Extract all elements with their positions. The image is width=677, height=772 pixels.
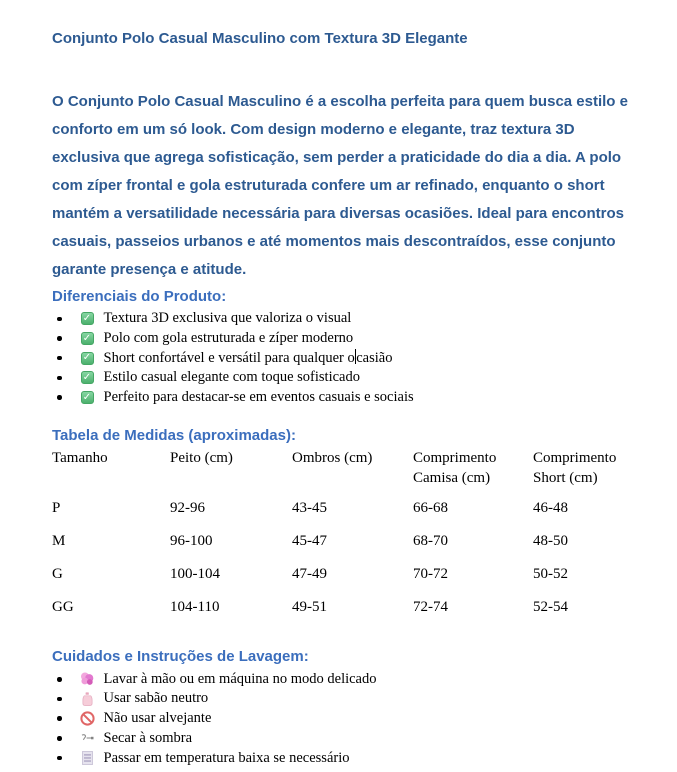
list-item — [52, 748, 627, 768]
size-table — [52, 447, 627, 632]
size-table-heading: Tabela de Medidas (aproximadas): — [52, 427, 296, 445]
list-item — [52, 689, 627, 709]
feature-text: Textura 3D exclusiva que valoriza o visual — [103, 310, 352, 327]
list-item — [52, 329, 627, 349]
list-item — [52, 309, 627, 329]
list-item — [52, 729, 627, 749]
check-icon: ✓ — [78, 332, 97, 345]
table-cell: 45-47 — [292, 533, 327, 550]
list-item — [52, 709, 627, 729]
table-cell: P — [52, 500, 61, 517]
table-cell: 47-49 — [292, 566, 327, 583]
table-cell: 72-74 — [413, 599, 448, 616]
list-item — [52, 388, 627, 408]
bullet-dot — [57, 395, 62, 400]
check-icon: ✓ — [78, 352, 97, 365]
check-icon: ✓ — [78, 391, 97, 404]
bullet-dot — [57, 736, 62, 741]
page-title: Conjunto Polo Casual Masculino com Textura 3D Elegante — [52, 30, 468, 47]
table-cell: 70-72 — [413, 566, 448, 583]
care-list — [52, 669, 627, 767]
table-cell: 96-100 — [170, 533, 213, 550]
care-text: Lavar à mão ou em máquina no modo delicado — [103, 670, 377, 687]
shade-icon — [78, 734, 97, 742]
care-heading: Cuidados e Instruções de Lavagem: — [52, 648, 309, 666]
table-cell: 48-50 — [533, 533, 568, 550]
soap-bottle-icon — [78, 692, 97, 706]
care-text: Passar em temperatura baixa se necessário — [103, 749, 350, 766]
list-item — [52, 368, 627, 388]
bullet-dot — [57, 756, 62, 761]
care-text: Não usar alvejante — [103, 710, 212, 727]
prohibited-icon — [78, 711, 97, 726]
bullet-dot — [57, 317, 62, 322]
table-cell: 92-96 — [170, 500, 205, 517]
column-header: Comprimento Short (cm) — [533, 450, 617, 487]
feature-text: Polo com gola estruturada e zíper moderno — [103, 330, 354, 347]
feature-text: Short confortável e versátil para qualquer o casião — [103, 350, 393, 367]
table-cell: G — [52, 566, 63, 583]
table-cell: 100-104 — [170, 566, 220, 583]
column-header: Peito (cm) — [170, 450, 233, 467]
feature-text: Perfeito para destacar-se em eventos casuais e sociais — [103, 389, 414, 406]
care-text: Secar à sombra — [103, 729, 193, 746]
list-item — [52, 669, 627, 689]
table-cell: M — [52, 533, 66, 550]
table-cell: 52-54 — [533, 599, 568, 616]
bullet-dot — [57, 336, 62, 341]
features-list — [52, 309, 627, 407]
flower-icon — [78, 671, 97, 687]
bullet-dot — [57, 356, 62, 361]
product-description: O Conjunto Polo Casual Masculino é a escolha perfeita para quem busca estilo e conforto em um só look. Com design moderno e elegante, traz textura 3D exclusiva que agrega sofisticação, sem perder a praticidade do dia a dia. A polo com zíper frontal e gola estruturada confere um ar refinado, enquanto o short mantém a versatilidade necessária para diversas ocasiões. Ideal para encontros casuais, passeios urbanos e até momentos mais descontraídos, esse conjunto garante presença e atitude. — [52, 93, 628, 278]
table-cell: 43-45 — [292, 500, 327, 517]
list-item — [52, 348, 627, 368]
table-cell: 50-52 — [533, 566, 568, 583]
bullet-dot — [57, 677, 62, 682]
bullet-dot — [57, 697, 62, 702]
feature-text: Estilo casual elegante com toque sofisticado — [103, 369, 360, 386]
table-cell: 46-48 — [533, 500, 568, 517]
bullet-dot — [57, 716, 62, 721]
table-cell: 66-68 — [413, 500, 448, 517]
care-text: Usar sabão neutro — [103, 690, 209, 707]
column-header: Comprimento Camisa (cm) — [413, 450, 497, 487]
bullet-dot — [57, 376, 62, 381]
table-cell: GG — [52, 599, 74, 616]
features-heading: Diferenciais do Produto: — [52, 288, 227, 305]
table-cell: 68-70 — [413, 533, 448, 550]
column-header: Tamanho — [52, 450, 108, 467]
column-header: Ombros (cm) — [292, 450, 373, 467]
check-icon: ✓ — [78, 312, 97, 325]
table-cell: 49-51 — [292, 599, 327, 616]
check-icon: ✓ — [78, 371, 97, 384]
table-cell: 104-110 — [170, 599, 220, 616]
lined-roll-icon — [78, 751, 97, 765]
